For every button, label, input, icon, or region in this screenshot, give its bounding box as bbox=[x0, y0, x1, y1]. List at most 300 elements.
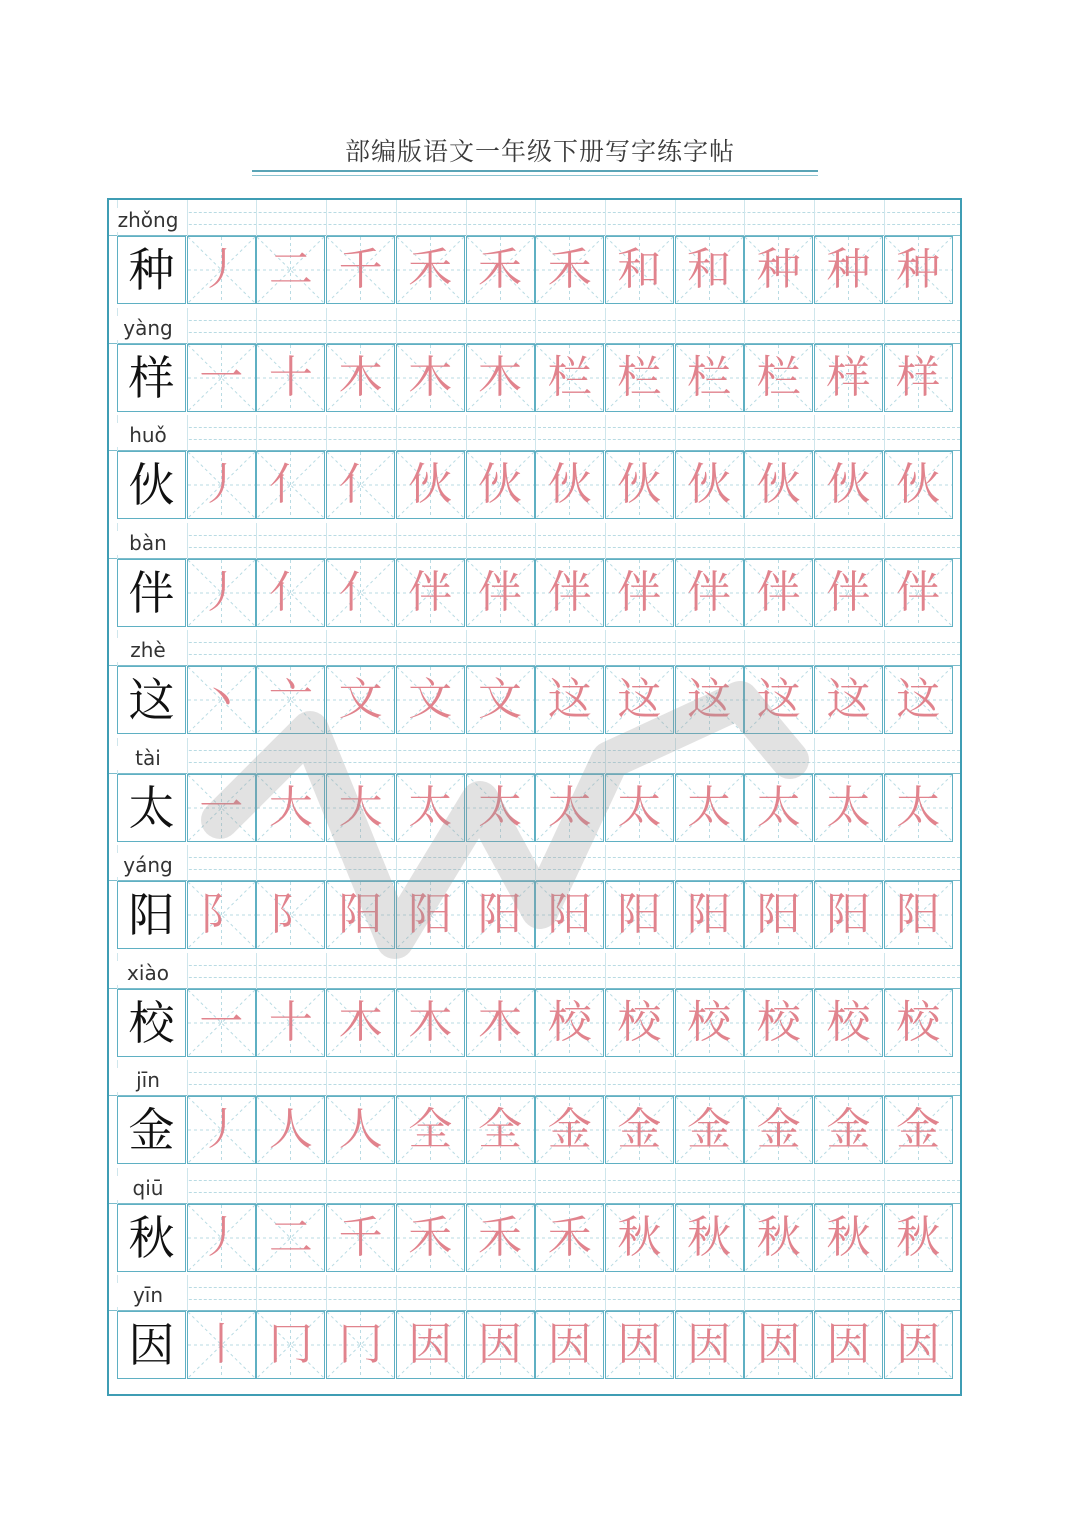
band-divider bbox=[326, 1168, 327, 1204]
stroke-order-cell bbox=[814, 774, 883, 842]
band-divider bbox=[744, 523, 745, 559]
stroke-step-character: 十 bbox=[268, 996, 313, 1048]
stroke-step-character: 金 bbox=[756, 1104, 801, 1155]
pinyin-label: qiū bbox=[109, 1176, 187, 1200]
band-divider bbox=[884, 845, 885, 881]
stroke-order-cell bbox=[814, 344, 883, 412]
stroke-step-character: 金 bbox=[617, 1104, 662, 1155]
stroke-order-cell bbox=[744, 451, 813, 519]
stroke-order-cell bbox=[744, 1096, 813, 1164]
band-divider bbox=[326, 1275, 327, 1311]
stroke-order-cell bbox=[187, 666, 256, 734]
practice-row bbox=[109, 630, 960, 738]
stroke-order-cell bbox=[884, 774, 953, 842]
band-divider bbox=[535, 845, 536, 881]
band-divider bbox=[466, 200, 467, 236]
stroke-step-character: 太 bbox=[687, 781, 732, 833]
stroke-step-character: 校 bbox=[756, 996, 801, 1048]
stroke-step-character: 秋 bbox=[826, 1211, 871, 1263]
band-divider bbox=[744, 738, 745, 774]
model-character: 秋 bbox=[128, 1210, 175, 1265]
band-divider bbox=[396, 953, 397, 989]
writing-cells bbox=[117, 774, 954, 842]
band-divider bbox=[466, 1168, 467, 1204]
stroke-step-character: 木 bbox=[338, 996, 383, 1048]
practice-row bbox=[109, 523, 960, 631]
band-divider bbox=[605, 1060, 606, 1096]
stroke-step-character: 栏 bbox=[687, 351, 732, 403]
band-divider bbox=[535, 1275, 536, 1311]
model-character-cell bbox=[117, 559, 186, 627]
writing-cells bbox=[117, 451, 954, 519]
band-divider bbox=[675, 953, 676, 989]
stroke-step-character: 金 bbox=[687, 1104, 732, 1155]
writing-cells bbox=[117, 236, 954, 304]
stroke-step-character: 亻 bbox=[338, 459, 383, 510]
band-divider bbox=[744, 1275, 745, 1311]
model-character-cell bbox=[117, 881, 186, 949]
stroke-order-cell bbox=[605, 236, 674, 304]
band-divider bbox=[326, 1060, 327, 1096]
title-underline bbox=[252, 170, 818, 176]
stroke-step-character: 冂 bbox=[268, 1319, 313, 1370]
stroke-order-cell bbox=[675, 774, 744, 842]
stroke-step-character: 亠 bbox=[268, 674, 313, 725]
band-divider bbox=[814, 415, 815, 451]
pinyin-label: huǒ bbox=[109, 423, 187, 447]
band-divider bbox=[535, 1168, 536, 1204]
stroke-step-character: 一 bbox=[199, 996, 244, 1048]
stroke-step-character: 阝 bbox=[199, 889, 244, 940]
band-divider bbox=[884, 1168, 885, 1204]
pinyin-band bbox=[109, 845, 960, 881]
stroke-step-character: 伴 bbox=[617, 566, 662, 618]
stroke-order-cell bbox=[675, 989, 744, 1057]
pinyin-band bbox=[109, 1275, 960, 1311]
band-divider bbox=[396, 200, 397, 236]
stroke-step-character: 丿 bbox=[199, 1211, 244, 1263]
stroke-order-cell bbox=[535, 1204, 604, 1272]
band-divider bbox=[675, 1060, 676, 1096]
stroke-order-cell bbox=[744, 1204, 813, 1272]
stroke-order-cell bbox=[187, 1096, 256, 1164]
stroke-order-cell bbox=[326, 1096, 395, 1164]
writing-cells bbox=[117, 666, 954, 734]
stroke-step-character: 校 bbox=[826, 996, 871, 1048]
stroke-order-cell bbox=[326, 1311, 395, 1379]
stroke-step-character: 样 bbox=[826, 351, 871, 403]
stroke-step-character: 阳 bbox=[896, 889, 941, 940]
band-divider bbox=[675, 415, 676, 451]
stroke-order-cell bbox=[535, 666, 604, 734]
stroke-order-cell bbox=[884, 451, 953, 519]
stroke-order-cell bbox=[326, 1204, 395, 1272]
writing-cells bbox=[117, 344, 954, 412]
band-divider bbox=[535, 308, 536, 344]
stroke-order-cell bbox=[535, 774, 604, 842]
stroke-step-character: 金 bbox=[896, 1104, 941, 1155]
band-divider bbox=[466, 523, 467, 559]
stroke-step-character: 人 bbox=[268, 1104, 313, 1155]
stroke-order-cell bbox=[605, 1204, 674, 1272]
band-divider bbox=[256, 953, 257, 989]
band-divider bbox=[256, 845, 257, 881]
band-divider bbox=[396, 415, 397, 451]
band-divider bbox=[535, 1060, 536, 1096]
band-divider bbox=[396, 1168, 397, 1204]
band-divider bbox=[605, 953, 606, 989]
pinyin-band bbox=[109, 738, 960, 774]
writing-cells bbox=[117, 559, 954, 627]
stroke-order-cell bbox=[187, 236, 256, 304]
band-divider bbox=[326, 738, 327, 774]
stroke-order-cell bbox=[187, 1204, 256, 1272]
stroke-step-character: 这 bbox=[547, 674, 592, 725]
band-divider bbox=[814, 1275, 815, 1311]
stroke-step-character: 全 bbox=[408, 1104, 453, 1155]
band-divider bbox=[675, 308, 676, 344]
stroke-step-character: 丿 bbox=[199, 1104, 244, 1155]
stroke-order-cell bbox=[187, 451, 256, 519]
stroke-order-cell bbox=[256, 1311, 325, 1379]
stroke-order-cell bbox=[396, 1204, 465, 1272]
stroke-step-character: 因 bbox=[687, 1319, 732, 1370]
pinyin-label: xiào bbox=[109, 961, 187, 985]
pinyin-band bbox=[109, 630, 960, 666]
stroke-order-cell bbox=[744, 236, 813, 304]
stroke-step-character: 这 bbox=[826, 674, 871, 725]
stroke-step-character: 太 bbox=[478, 781, 522, 833]
stroke-order-cell bbox=[814, 451, 883, 519]
pinyin-label: tài bbox=[109, 746, 187, 770]
stroke-order-cell bbox=[884, 666, 953, 734]
band-divider bbox=[396, 1275, 397, 1311]
stroke-step-character: 这 bbox=[617, 674, 662, 725]
stroke-step-character: 栏 bbox=[617, 351, 662, 403]
stroke-step-character: 伙 bbox=[756, 459, 801, 510]
stroke-step-character: 种 bbox=[896, 244, 941, 295]
band-divider bbox=[326, 845, 327, 881]
stroke-step-character: 大 bbox=[338, 781, 383, 833]
stroke-order-cell bbox=[466, 1096, 535, 1164]
stroke-order-cell bbox=[814, 881, 883, 949]
stroke-step-character: 禾 bbox=[478, 244, 522, 295]
stroke-order-cell bbox=[744, 559, 813, 627]
stroke-order-cell bbox=[256, 1096, 325, 1164]
stroke-step-character: 伙 bbox=[408, 459, 453, 510]
stroke-order-cell bbox=[675, 344, 744, 412]
stroke-order-cell bbox=[884, 989, 953, 1057]
model-character: 金 bbox=[128, 1103, 175, 1157]
model-character: 校 bbox=[128, 995, 175, 1050]
band-divider bbox=[675, 523, 676, 559]
band-divider bbox=[814, 200, 815, 236]
band-divider bbox=[466, 845, 467, 881]
stroke-order-cell bbox=[814, 1311, 883, 1379]
stroke-order-cell bbox=[256, 451, 325, 519]
stroke-order-cell bbox=[605, 1096, 674, 1164]
stroke-step-character: 阳 bbox=[617, 889, 662, 940]
stroke-step-character: 伙 bbox=[547, 459, 592, 510]
stroke-step-character: 校 bbox=[687, 996, 732, 1048]
stroke-order-cell bbox=[744, 881, 813, 949]
stroke-step-character: 千 bbox=[338, 1211, 383, 1263]
band-divider bbox=[884, 630, 885, 666]
stroke-order-cell bbox=[535, 881, 604, 949]
band-divider bbox=[326, 630, 327, 666]
stroke-order-cell bbox=[535, 1311, 604, 1379]
stroke-order-cell bbox=[884, 236, 953, 304]
stroke-order-cell bbox=[466, 344, 535, 412]
band-divider bbox=[466, 738, 467, 774]
stroke-order-cell bbox=[187, 1311, 256, 1379]
stroke-order-cell bbox=[605, 881, 674, 949]
stroke-step-character: 因 bbox=[547, 1319, 592, 1370]
band-divider bbox=[744, 630, 745, 666]
model-character: 样 bbox=[128, 350, 175, 405]
band-divider bbox=[256, 523, 257, 559]
practice-row bbox=[109, 308, 960, 416]
model-character-cell bbox=[117, 1096, 186, 1164]
stroke-step-character: 太 bbox=[408, 781, 453, 833]
band-divider bbox=[256, 1168, 257, 1204]
stroke-order-cell bbox=[814, 236, 883, 304]
stroke-order-cell bbox=[605, 1311, 674, 1379]
band-divider bbox=[744, 1060, 745, 1096]
stroke-step-character: 千 bbox=[338, 244, 383, 295]
practice-sheet bbox=[107, 198, 962, 1396]
stroke-step-character: 伴 bbox=[826, 566, 871, 618]
band-divider bbox=[884, 415, 885, 451]
stroke-order-cell bbox=[326, 344, 395, 412]
band-divider bbox=[605, 630, 606, 666]
stroke-step-character: 因 bbox=[408, 1319, 453, 1370]
band-divider bbox=[396, 630, 397, 666]
band-divider bbox=[744, 415, 745, 451]
band-divider bbox=[814, 738, 815, 774]
stroke-step-character: 这 bbox=[896, 674, 941, 725]
band-divider bbox=[256, 630, 257, 666]
pinyin-label: yīn bbox=[109, 1283, 187, 1307]
pinyin-band bbox=[109, 1168, 960, 1204]
pinyin-label: zhè bbox=[109, 638, 187, 662]
pinyin-label: jīn bbox=[109, 1068, 187, 1092]
band-divider bbox=[605, 308, 606, 344]
band-divider bbox=[605, 415, 606, 451]
stroke-step-character: 秋 bbox=[756, 1211, 801, 1263]
stroke-step-character: 阳 bbox=[478, 889, 522, 940]
stroke-order-cell bbox=[466, 1311, 535, 1379]
stroke-order-cell bbox=[326, 774, 395, 842]
writing-cells bbox=[117, 881, 954, 949]
band-divider bbox=[884, 1060, 885, 1096]
stroke-step-character: 校 bbox=[896, 996, 941, 1048]
stroke-step-character: 亻 bbox=[268, 566, 313, 618]
stroke-order-cell bbox=[744, 1311, 813, 1379]
stroke-step-character: 人 bbox=[338, 1104, 383, 1155]
stroke-order-cell bbox=[466, 881, 535, 949]
stroke-order-cell bbox=[187, 559, 256, 627]
band-divider bbox=[814, 1060, 815, 1096]
stroke-step-character: 丨 bbox=[199, 1319, 244, 1370]
band-divider bbox=[535, 200, 536, 236]
band-divider bbox=[884, 953, 885, 989]
stroke-order-cell bbox=[326, 451, 395, 519]
stroke-order-cell bbox=[675, 1204, 744, 1272]
stroke-step-character: 栏 bbox=[756, 351, 801, 403]
pinyin-band bbox=[109, 953, 960, 989]
stroke-order-cell bbox=[256, 774, 325, 842]
band-divider bbox=[256, 200, 257, 236]
model-character: 因 bbox=[128, 1318, 175, 1372]
stroke-step-character: 禾 bbox=[478, 1211, 522, 1263]
stroke-step-character: 丿 bbox=[199, 459, 244, 510]
band-divider bbox=[814, 630, 815, 666]
stroke-step-character: 阳 bbox=[408, 889, 453, 940]
stroke-order-cell bbox=[466, 559, 535, 627]
stroke-step-character: 栏 bbox=[547, 351, 592, 403]
stroke-step-character: 这 bbox=[756, 674, 801, 725]
stroke-order-cell bbox=[605, 451, 674, 519]
stroke-order-cell bbox=[326, 989, 395, 1057]
stroke-step-character: 样 bbox=[896, 351, 941, 403]
band-divider bbox=[326, 200, 327, 236]
model-character-cell bbox=[117, 236, 186, 304]
stroke-order-cell bbox=[605, 666, 674, 734]
practice-row bbox=[109, 738, 960, 846]
stroke-step-character: 种 bbox=[826, 244, 871, 295]
writing-cells bbox=[117, 1311, 954, 1379]
stroke-step-character: 木 bbox=[408, 996, 453, 1048]
stroke-step-character: 阳 bbox=[547, 889, 592, 940]
stroke-order-cell bbox=[256, 666, 325, 734]
stroke-step-character: 木 bbox=[408, 351, 453, 403]
band-divider bbox=[535, 415, 536, 451]
stroke-order-cell bbox=[466, 666, 535, 734]
stroke-order-cell bbox=[884, 1096, 953, 1164]
stroke-step-character: 二 bbox=[268, 1211, 313, 1263]
stroke-order-cell bbox=[814, 559, 883, 627]
stroke-step-character: 因 bbox=[617, 1319, 662, 1370]
stroke-order-cell bbox=[675, 559, 744, 627]
band-divider bbox=[675, 738, 676, 774]
stroke-order-cell bbox=[326, 236, 395, 304]
band-divider bbox=[605, 845, 606, 881]
band-divider bbox=[326, 523, 327, 559]
stroke-order-cell bbox=[396, 451, 465, 519]
stroke-step-character: 文 bbox=[338, 674, 383, 725]
pinyin-label: yáng bbox=[109, 853, 187, 877]
stroke-step-character: 亻 bbox=[268, 459, 313, 510]
stroke-order-cell bbox=[396, 989, 465, 1057]
practice-row bbox=[109, 1275, 960, 1383]
band-divider bbox=[675, 845, 676, 881]
practice-row bbox=[109, 1060, 960, 1168]
stroke-order-cell bbox=[256, 344, 325, 412]
band-divider bbox=[256, 1275, 257, 1311]
stroke-order-cell bbox=[466, 989, 535, 1057]
band-divider bbox=[535, 630, 536, 666]
stroke-order-cell bbox=[535, 559, 604, 627]
stroke-step-character: 丿 bbox=[199, 244, 244, 295]
stroke-step-character: 一 bbox=[199, 781, 244, 833]
band-divider bbox=[744, 200, 745, 236]
stroke-step-character: 阳 bbox=[687, 889, 732, 940]
stroke-order-cell bbox=[884, 1204, 953, 1272]
stroke-order-cell bbox=[396, 344, 465, 412]
stroke-order-cell bbox=[884, 344, 953, 412]
band-divider bbox=[326, 415, 327, 451]
band-divider bbox=[884, 308, 885, 344]
stroke-order-cell bbox=[256, 236, 325, 304]
band-divider bbox=[814, 523, 815, 559]
stroke-order-cell bbox=[814, 666, 883, 734]
pinyin-label: yàng bbox=[109, 316, 187, 340]
stroke-step-character: 木 bbox=[478, 996, 522, 1048]
stroke-order-cell bbox=[535, 989, 604, 1057]
stroke-step-character: 禾 bbox=[547, 1211, 592, 1263]
stroke-step-character: 太 bbox=[896, 781, 941, 833]
band-divider bbox=[535, 523, 536, 559]
band-divider bbox=[256, 308, 257, 344]
stroke-order-cell bbox=[256, 1204, 325, 1272]
stroke-order-cell bbox=[256, 881, 325, 949]
band-divider bbox=[396, 738, 397, 774]
stroke-step-character: 伙 bbox=[826, 459, 871, 510]
band-divider bbox=[396, 308, 397, 344]
stroke-step-character: 校 bbox=[617, 996, 662, 1048]
stroke-order-cell bbox=[744, 666, 813, 734]
stroke-step-character: 冂 bbox=[338, 1319, 383, 1370]
stroke-order-cell bbox=[744, 344, 813, 412]
stroke-order-cell bbox=[675, 1096, 744, 1164]
stroke-step-character: 一 bbox=[199, 351, 244, 403]
stroke-step-character: 金 bbox=[547, 1104, 592, 1155]
stroke-step-character: 十 bbox=[268, 351, 313, 403]
band-divider bbox=[605, 1168, 606, 1204]
stroke-order-cell bbox=[396, 774, 465, 842]
stroke-order-cell bbox=[675, 881, 744, 949]
band-divider bbox=[256, 415, 257, 451]
stroke-step-character: 阳 bbox=[826, 889, 871, 940]
band-divider bbox=[675, 1275, 676, 1311]
stroke-step-character: 伙 bbox=[617, 459, 662, 510]
stroke-step-character: 太 bbox=[547, 781, 592, 833]
band-divider bbox=[814, 845, 815, 881]
band-divider bbox=[675, 630, 676, 666]
stroke-order-cell bbox=[466, 451, 535, 519]
stroke-order-cell bbox=[605, 774, 674, 842]
stroke-order-cell bbox=[396, 666, 465, 734]
model-character-cell bbox=[117, 344, 186, 412]
writing-cells bbox=[117, 989, 954, 1057]
band-divider bbox=[396, 845, 397, 881]
stroke-order-cell bbox=[884, 881, 953, 949]
pinyin-label: zhǒng bbox=[109, 208, 187, 232]
stroke-step-character: 这 bbox=[687, 674, 732, 725]
band-divider bbox=[814, 953, 815, 989]
band-divider bbox=[605, 1275, 606, 1311]
stroke-order-cell bbox=[814, 1204, 883, 1272]
band-divider bbox=[884, 200, 885, 236]
stroke-order-cell bbox=[605, 989, 674, 1057]
stroke-step-character: 大 bbox=[268, 781, 313, 833]
stroke-step-character: 禾 bbox=[547, 244, 592, 295]
stroke-step-character: 伴 bbox=[408, 566, 453, 618]
stroke-step-character: 木 bbox=[478, 351, 522, 403]
stroke-step-character: 伙 bbox=[687, 459, 732, 510]
stroke-step-character: 因 bbox=[756, 1319, 801, 1370]
